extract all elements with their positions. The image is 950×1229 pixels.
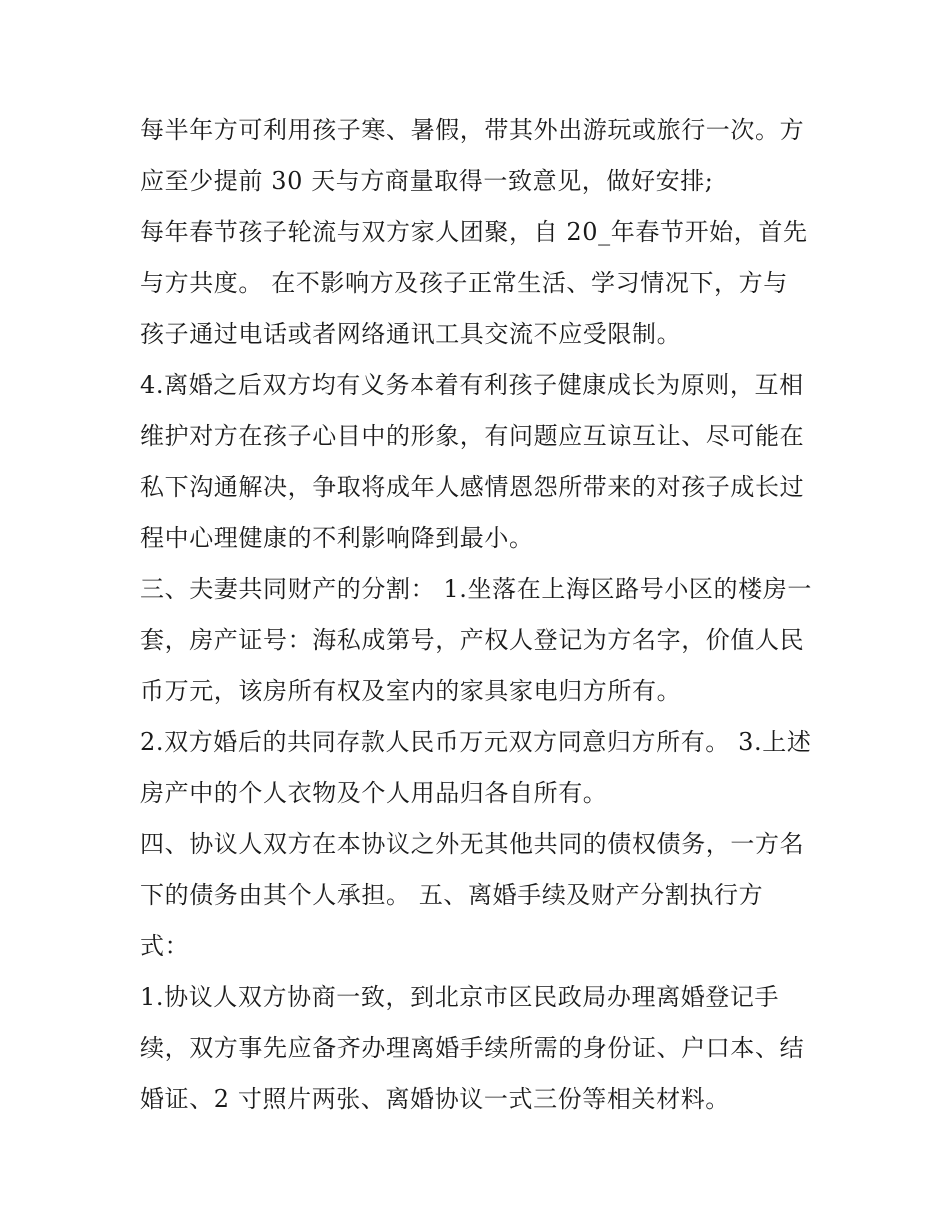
text-line: 1.协议人双方协商一致，到北京市区民政局办理离婚登记手 xyxy=(140,983,780,1011)
text-line: 式： xyxy=(140,932,190,960)
text-line: 每半年方可利用孩子寒、暑假，带其外出游玩或旅行一次。方 xyxy=(140,116,805,144)
text-line: 2.双方婚后的共同存款人民币万元双方同意归方所有。 3.上述 xyxy=(140,728,812,756)
text-line: 下的债务由其个人承担。 五、离婚手续及财产分割执行方 xyxy=(140,881,764,909)
text-line: 4.离婚之后双方均有义务本着有利孩子健康成长为原则，互相 xyxy=(140,371,804,399)
text-line: 私下沟通解决，争取将成年人感情恩怨所带来的对孩子成长过 xyxy=(140,473,805,501)
text-line: 程中心理健康的不利影响降到最小。 xyxy=(140,524,534,552)
text-line: 四、协议人双方在本协议之外无其他共同的债权债务，一方名 xyxy=(140,830,805,858)
text-line: 币万元，该房所有权及室内的家具家电归方所有。 xyxy=(140,677,682,705)
text-line: 套，房产证号：海私成第号，产权人登记为方名字，价值人民 xyxy=(140,626,805,654)
text-line: 每年春节孩子轮流与双方家人团聚，自 20_年春节开始，首先 xyxy=(140,218,808,246)
text-line: 与方共度。 在不影响方及孩子正常生活、学习情况下，方与 xyxy=(140,269,788,297)
text-line: 三、夫妻共同财产的分割： 1.坐落在上海区路号小区的楼房一 xyxy=(140,575,812,603)
text-line: 应至少提前 30 天与方商量取得一致意见，做好安排; xyxy=(140,167,714,195)
text-line: 孩子通过电话或者网络通讯工具交流不应受限制。 xyxy=(140,320,682,348)
text-line: 房产中的个人衣物及个人用品归各自所有。 xyxy=(140,779,608,807)
text-line: 婚证、2 寸照片两张、离婚协议一式三份等相关材料。 xyxy=(140,1085,730,1113)
text-line: 维护对方在孩子心目中的形象，有问题应互谅互让、尽可能在 xyxy=(140,422,805,450)
text-line: 续，双方事先应备齐办理离婚手续所需的身份证、户口本、结 xyxy=(140,1034,805,1062)
